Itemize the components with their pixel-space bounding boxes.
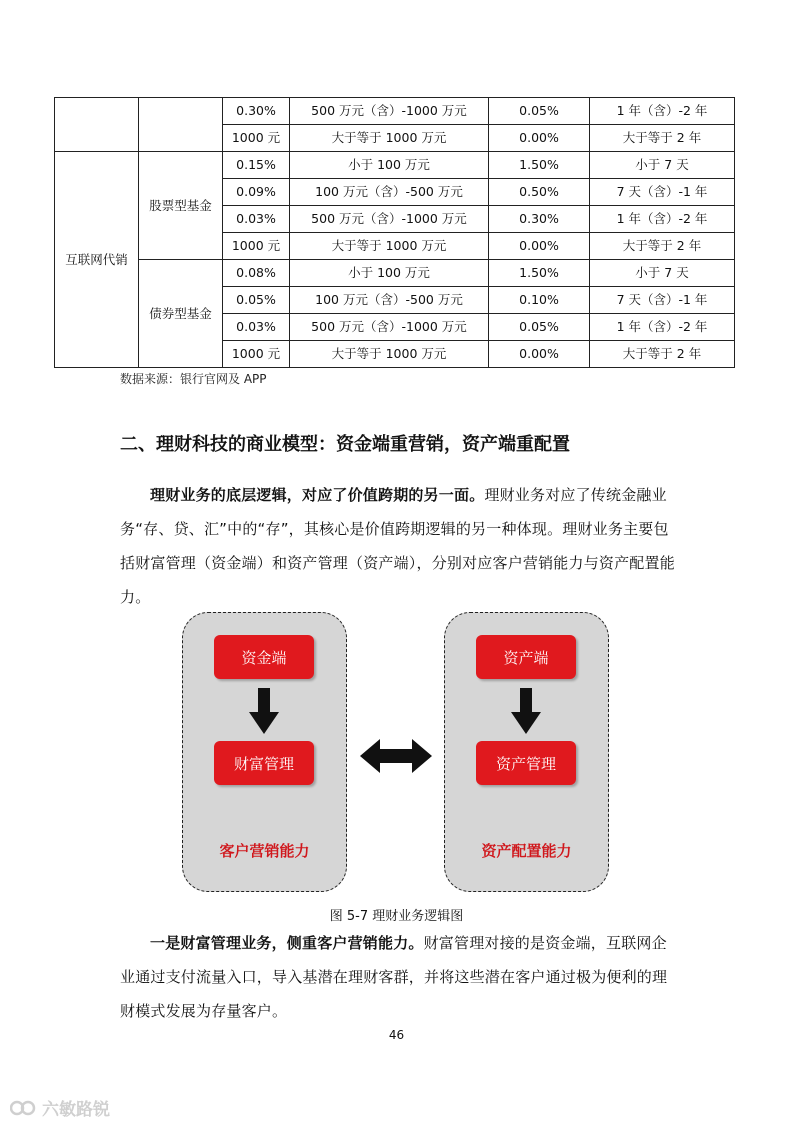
down-arrow-icon [249, 688, 279, 734]
table-cell: 500 万元（含）-1000 万元 [290, 98, 489, 125]
table-cell: 大于等于 2 年 [590, 341, 735, 368]
table-cell: 大于等于 2 年 [590, 233, 735, 260]
table-row [55, 98, 735, 125]
capability-label: 资产配置能力 [481, 842, 572, 860]
capability-label: 客户营销能力 [219, 842, 310, 860]
table-cell: 小于 100 万元 [290, 260, 489, 287]
fund-type-label: 债券型基金 [139, 260, 223, 368]
paragraph-body: 财富管理对接的是资金端，互联网企业通过支付流量入口，导入基潜在理财客群，并将这些潜在客户通过极为便利的理财模式发展为存量客户。 [120, 934, 668, 1020]
table-row [55, 152, 735, 179]
table-cell: 0.00% [489, 233, 590, 260]
table-cell: 0.10% [489, 287, 590, 314]
paragraph-body: 理财业务对应了传统金融业务“存、贷、汇”中的“存”，其核心是价值跨期逻辑的另一种体现。理财业务主要包括财富管理（资金端）和资产管理（资产端），分别对应客户营销能力与资产配置能力。 [120, 486, 675, 606]
fund-type-label: 股票型基金 [139, 152, 223, 260]
figure-caption: 图 5-7 理财业务逻辑图 [329, 909, 464, 924]
table-cell: 0.03% [223, 314, 290, 341]
table-cell-empty [55, 98, 139, 152]
table-cell: 100 万元（含）-500 万元 [290, 287, 489, 314]
business-logic-diagram [182, 612, 610, 892]
table-source-note: 数据来源：银行官网及 APP [120, 372, 267, 386]
table-cell: 1 年（含）-2 年 [590, 98, 735, 125]
watermark-text: 六敏路锐 [42, 1100, 110, 1120]
asset-management-box: 资产管理 [476, 741, 576, 785]
table-cell: 0.30% [489, 206, 590, 233]
table-cell: 大于等于 1000 万元 [290, 341, 489, 368]
table-cell: 1000 元 [223, 233, 290, 260]
paragraph-lead: 一是财富管理业务，侧重客户营销能力。 [150, 934, 424, 952]
channel-label: 互联网代销 [55, 152, 139, 368]
table-cell: 小于 100 万元 [290, 152, 489, 179]
table-cell: 500 万元（含）-1000 万元 [290, 206, 489, 233]
table-cell-empty [139, 98, 223, 152]
table-cell: 0.09% [223, 179, 290, 206]
table-row [55, 260, 735, 287]
table-cell: 大于等于 1000 万元 [290, 233, 489, 260]
table-cell: 大于等于 1000 万元 [290, 125, 489, 152]
table-cell: 0.03% [223, 206, 290, 233]
table-cell: 小于 7 天 [590, 260, 735, 287]
double-arrow-icon [360, 739, 432, 773]
watermark [10, 1095, 110, 1120]
watermark-logo-icon [10, 1099, 36, 1117]
down-arrow-icon [511, 688, 541, 734]
fee-table [54, 97, 735, 368]
table-cell: 1000 元 [223, 125, 290, 152]
table-cell: 0.00% [489, 341, 590, 368]
table-cell: 小于 7 天 [590, 152, 735, 179]
paragraph-wealth-management [120, 926, 680, 1028]
paragraph-lead: 理财业务的底层逻辑，对应了价值跨期的另一面。 [150, 486, 485, 504]
asset-side-box: 资产端 [476, 635, 576, 679]
capital-side-panel [182, 612, 347, 892]
table-cell: 1 年（含）-2 年 [590, 314, 735, 341]
table-cell: 0.15% [223, 152, 290, 179]
table-cell: 0.30% [223, 98, 290, 125]
table-cell: 0.05% [489, 98, 590, 125]
asset-side-panel [444, 612, 609, 892]
wealth-management-box: 财富管理 [214, 741, 314, 785]
page-number: 46 [388, 1028, 405, 1042]
capital-side-box: 资金端 [214, 635, 314, 679]
table-cell: 0.05% [223, 287, 290, 314]
table-cell: 0.00% [489, 125, 590, 152]
table-cell: 7 天（含）-1 年 [590, 179, 735, 206]
table-cell: 0.08% [223, 260, 290, 287]
table-cell: 大于等于 2 年 [590, 125, 735, 152]
table-cell: 1000 元 [223, 341, 290, 368]
table-cell: 0.05% [489, 314, 590, 341]
table-cell: 500 万元（含）-1000 万元 [290, 314, 489, 341]
table-cell: 7 天（含）-1 年 [590, 287, 735, 314]
table-cell: 1.50% [489, 152, 590, 179]
section-heading: 二、理财科技的商业模型：资金端重营销，资产端重配置 [120, 434, 570, 455]
table-cell: 1.50% [489, 260, 590, 287]
table-cell: 100 万元（含）-500 万元 [290, 179, 489, 206]
table-cell: 0.50% [489, 179, 590, 206]
paragraph-intro [120, 478, 680, 614]
table-cell: 1 年（含）-2 年 [590, 206, 735, 233]
